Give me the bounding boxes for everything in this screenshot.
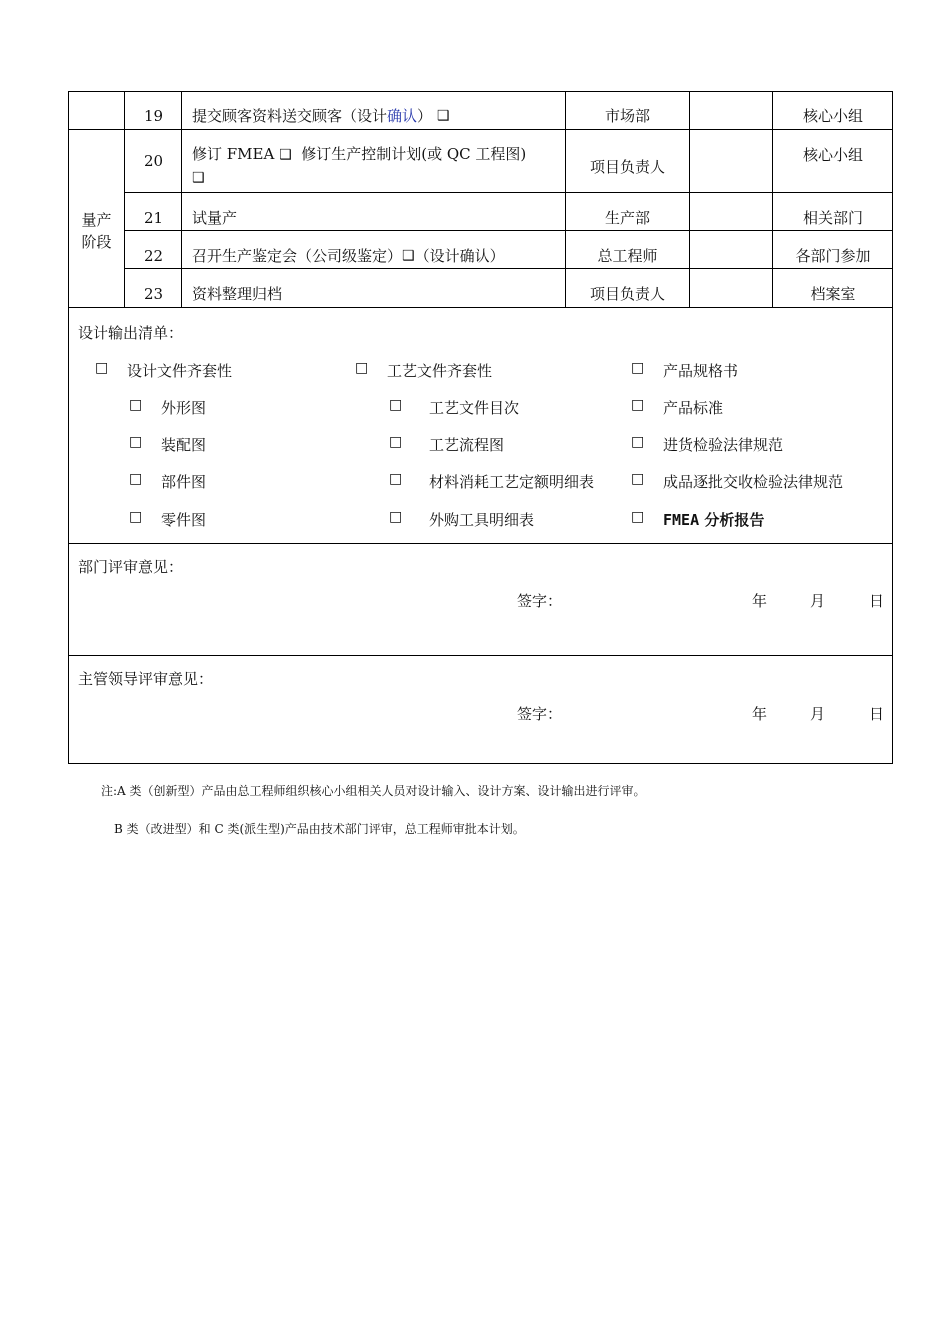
checkbox-icon[interactable]: □ xyxy=(95,360,109,376)
checkbox-icon[interactable]: □ xyxy=(129,471,143,487)
output-item: 进货检验法律规范 xyxy=(663,436,784,454)
output-item-report: 分析报告 xyxy=(704,511,765,529)
checkbox-icon[interactable]: □ xyxy=(631,471,645,487)
row-number: 21 xyxy=(143,209,164,227)
task-cell xyxy=(182,103,565,129)
checkbox-icon[interactable]: □ xyxy=(355,360,369,376)
owner-cell: 市场部 xyxy=(604,107,650,125)
output-item: 工艺文件齐套性 xyxy=(387,362,493,380)
checkbox-icon[interactable]: □ xyxy=(631,434,645,450)
participant-cell: 核心小组 xyxy=(802,146,863,164)
section-divider xyxy=(68,543,893,544)
task-text: 召开生产鉴定会（公司级鉴定） xyxy=(192,247,403,265)
checkbox-icon[interactable]: ❑ xyxy=(402,248,415,264)
note-line-2: B 类（改进型）和 C 类(派生型)产品由技术部门评审，总工程师审批本计划。 xyxy=(114,822,525,836)
checkbox-icon[interactable]: □ xyxy=(129,509,143,525)
checkbox-icon[interactable]: ❑ xyxy=(279,147,292,163)
owner-cell: 生产部 xyxy=(604,209,650,227)
participant-cell: 各部门参加 xyxy=(795,247,871,265)
row-number: 19 xyxy=(143,107,164,125)
output-item: 产品规格书 xyxy=(663,362,739,380)
output-item: 外形图 xyxy=(161,399,207,417)
note-line-1: 注:A 类（创新型）产品由总工程师组织核心小组相关人员对设计输入、设计方案、设计输出进行评审。 xyxy=(101,784,646,798)
task-text: 修订生产控制计划(或 QC 工程图) xyxy=(301,145,527,163)
output-item: 零件图 xyxy=(161,511,207,529)
task-text: （设计确认） xyxy=(414,247,505,265)
dept-sign-label: 签字： xyxy=(517,592,563,610)
table-bottom-divider xyxy=(68,307,893,308)
owner-cell: 总工程师 xyxy=(597,247,658,265)
section-divider xyxy=(68,655,893,656)
lead-day-label: 日 xyxy=(869,705,885,723)
task-cell xyxy=(182,243,565,269)
task-text: 修订 FMEA xyxy=(192,145,275,163)
lead-month-label: 月 xyxy=(810,705,826,723)
output-item: 部件图 xyxy=(161,473,207,491)
checkbox-icon[interactable]: □ xyxy=(129,434,143,450)
output-item: 产品标准 xyxy=(663,399,724,417)
row-divider xyxy=(68,129,893,130)
checkbox-icon[interactable]: □ xyxy=(389,397,403,413)
dept-day-label: 日 xyxy=(869,592,885,610)
output-item xyxy=(663,509,764,530)
row-number: 23 xyxy=(143,285,164,303)
output-item: 装配图 xyxy=(161,436,207,454)
output-item-fmea: FMEA xyxy=(663,511,700,529)
output-item: 工艺文件目次 xyxy=(429,399,520,417)
task-cell: 试量产 xyxy=(192,209,238,227)
owner-cell: 项目负责人 xyxy=(589,285,665,303)
row-number: 20 xyxy=(143,152,164,170)
dept-month-label: 月 xyxy=(810,592,826,610)
task-text: ） xyxy=(417,107,433,125)
dept-review-title: 部门评审意见： xyxy=(78,558,184,576)
output-item: 材料消耗工艺定额明细表 xyxy=(429,473,595,491)
checkbox-icon[interactable]: □ xyxy=(389,471,403,487)
row-number: 22 xyxy=(143,247,164,265)
task-cell: 资料整理归档 xyxy=(192,285,283,303)
checkbox-icon[interactable]: ❑ xyxy=(436,108,450,124)
dept-year-label: 年 xyxy=(752,592,768,610)
participant-cell: 档案室 xyxy=(810,285,856,303)
row-divider xyxy=(125,192,893,193)
output-item: 外购工具明细表 xyxy=(429,511,535,529)
participant-cell: 相关部门 xyxy=(802,209,863,227)
output-item: 成品逐批交收检验法律规范 xyxy=(663,473,844,491)
checkbox-icon[interactable]: ❑ xyxy=(192,170,205,186)
checkbox-icon[interactable]: □ xyxy=(129,397,143,413)
stage-label: 量产 阶段 xyxy=(81,211,112,251)
checkbox-icon[interactable]: □ xyxy=(631,360,645,376)
lead-sign-label: 签字： xyxy=(517,705,563,723)
column-divider xyxy=(689,91,690,307)
lead-review-title: 主管领导评审意见： xyxy=(78,670,214,688)
output-list-title: 设计输出清单： xyxy=(78,324,184,342)
checkbox-icon[interactable]: □ xyxy=(631,509,645,525)
output-item: 设计文件齐套性 xyxy=(127,362,233,380)
output-item: 工艺流程图 xyxy=(429,436,505,454)
owner-cell: 项目负责人 xyxy=(589,158,665,176)
checkbox-icon[interactable]: □ xyxy=(389,434,403,450)
checkbox-icon[interactable]: □ xyxy=(389,509,403,525)
task-text: 提交顾客资料送交顾客（设计 xyxy=(192,107,388,125)
lead-year-label: 年 xyxy=(752,705,768,723)
task-cell xyxy=(182,143,565,191)
checkbox-icon[interactable]: □ xyxy=(631,397,645,413)
participant-cell: 核心小组 xyxy=(802,107,863,125)
task-text-link: 确认 xyxy=(387,107,418,125)
